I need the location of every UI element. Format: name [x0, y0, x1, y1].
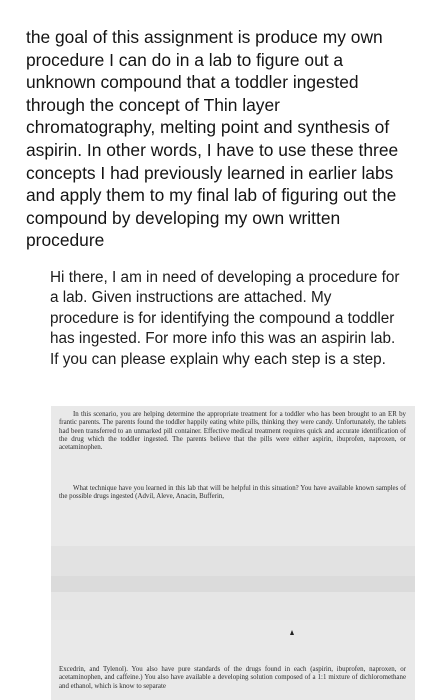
attachment-paragraph-standards: Excedrin, and Tylenol). You also have pure standards of the drugs found in each (aspirin, ibuprofen, naproxen, or acetaminophen, and caffeine.) You also have available a developing solution composed of a 1:1 mixture of dichloromethane and ethanol, which is know to separate: [59, 666, 406, 690]
attachment-paragraph-scenario: In this scenario, you are helping determine the appropriate treatment for a toddler who has been brought to an ER by frantic parents. The parents found the toddler happily eating white pills, thinking they were candy. Unfortunately, the tablets had been transferred to an unmarked pill container. Effective medical treatment requires quick and accurate identification of the drug which the toddler ingested. The parents believe that the pills were either aspirin, ibuprofen, naproxen, or acetaminophen.: [59, 411, 406, 452]
request-text: Hi there, I am in need of developing a procedure for a lab. Given instructions are attached. My procedure is for identifying the compound a toddler has ingested. For more info this was an aspirin lab. If you can please explain why each step is a step.: [50, 269, 400, 368]
scan-shading: [51, 576, 415, 592]
attached-instructions-image: [51, 406, 415, 700]
attachment-paragraph-technique: What technique have you learned in this lab that will be helpful in this situation? You have available known samples of the possible drugs ingested (Advil, Aleve, Anacin, Bufferin,: [59, 485, 406, 501]
cursor-icon: [290, 630, 294, 635]
question-text: the goal of this assignment is produce my own procedure I can do in a lab to figure out a unknown compound that a toddler ingested through the concept of Thin layer chromatography, melting point and synthesis of aspirin. In other words, I have to use these three concepts I had previously learned in earlier labs and apply them to my final lab of figuring out the compound by developing my own written procedure: [26, 27, 399, 251]
scan-shading: [51, 546, 415, 576]
scan-shading: [51, 592, 415, 620]
